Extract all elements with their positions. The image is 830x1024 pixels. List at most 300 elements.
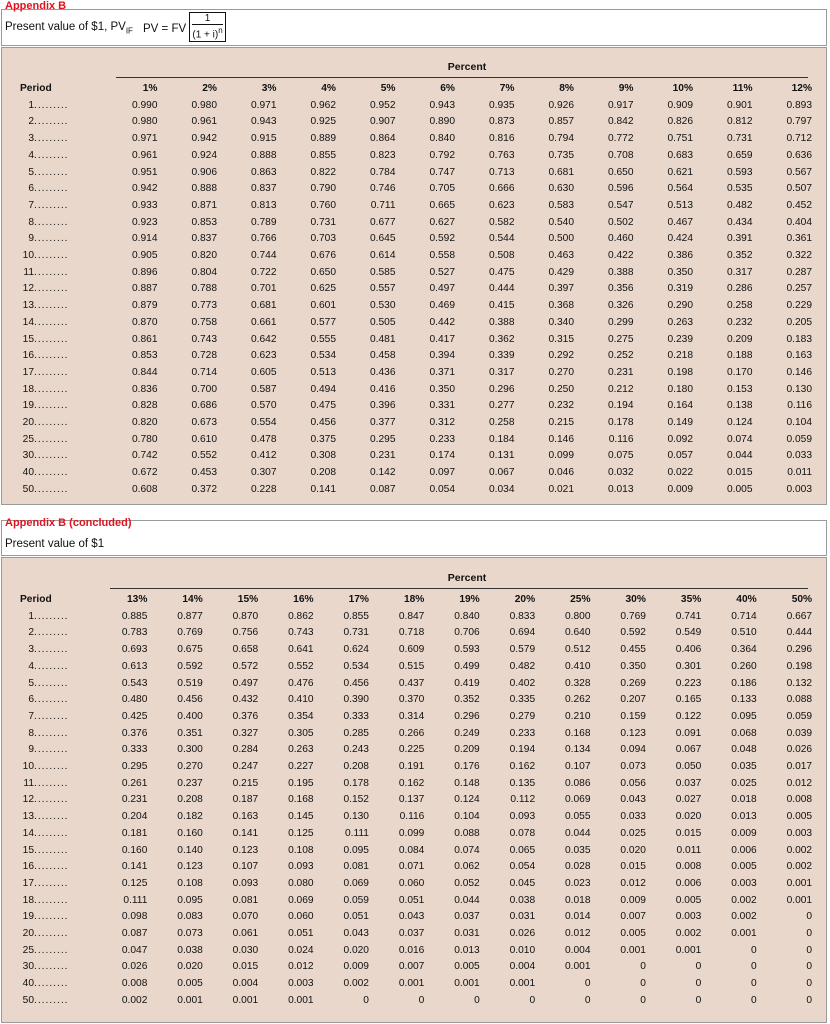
pv-value-cell: 0.322	[786, 250, 812, 262]
pv-value-cell: 0.011	[676, 844, 702, 856]
pv-value-cell: 0.067	[675, 744, 702, 756]
pv-value-cell: 0.008	[121, 978, 148, 990]
pv-value-cell: 0.497	[429, 283, 455, 295]
pv-value-cell: 0.270	[548, 366, 574, 378]
pv-value-cell: 0.923	[132, 216, 158, 228]
percent-header: Percent	[447, 61, 487, 73]
period-value: 16	[22, 350, 34, 362]
pv-value-cell: 0.416	[370, 383, 396, 395]
pv-value-cell: 0.002	[343, 978, 369, 990]
pv-value-cell: 0.007	[620, 911, 646, 923]
pv-value-cell: 0.043	[343, 928, 369, 940]
period-cell	[20, 709, 92, 726]
pv-value-cell: 0.534	[310, 350, 336, 362]
leader-dots: .........	[34, 433, 69, 445]
pv-value-cell: 0.208	[343, 761, 369, 773]
pv-value-cell: 0.333	[121, 744, 148, 756]
pv-value-cell: 0.873	[489, 116, 515, 128]
pv-value-cell: 0.350	[429, 383, 455, 395]
pv-value-cell: 0.863	[251, 166, 277, 178]
pv-value-cell: 0.002	[731, 911, 757, 923]
pv-value-cell: 0.178	[608, 417, 634, 429]
pv-value-cell: 0.231	[121, 794, 148, 806]
rate-column-header: 12%	[791, 83, 812, 94]
period-value: 5	[28, 677, 34, 689]
pv-value-cell: 0.915	[251, 133, 277, 145]
pv-value-cell: 0.499	[454, 660, 480, 672]
pv-value-cell: 0.527	[429, 266, 455, 278]
pv-value-cell: 0.813	[251, 199, 277, 211]
pv-value-cell: 0.249	[454, 727, 480, 739]
pv-value-cell: 0.081	[343, 861, 369, 873]
pv-value-cell: 0.018	[731, 794, 757, 806]
period-cell	[20, 365, 98, 382]
pv-value-cell: 0.706	[454, 627, 480, 639]
pv-value-cell: 0.906	[191, 166, 217, 178]
pv-value-cell: 0.231	[608, 366, 634, 378]
period-value: 2	[28, 116, 34, 128]
pv-value-cell: 0.760	[310, 199, 336, 211]
pv-value-cell: 0.123	[177, 861, 203, 873]
pv-value-cell: 0.188	[727, 350, 753, 362]
pv-value-cell: 0.252	[608, 350, 634, 362]
pv-value-cell: 0.962	[310, 99, 336, 111]
pv-value-cell: 0.317	[489, 366, 515, 378]
pv-value-cell: 0.763	[489, 149, 515, 161]
period-column-header: Period	[20, 594, 52, 605]
pv-value-cell: 0.043	[620, 794, 646, 806]
pv-value-cell: 0.751	[667, 133, 693, 145]
pv-value-cell: 0.816	[489, 133, 515, 145]
pv-value-cell: 0.122	[675, 710, 702, 722]
table-row	[20, 959, 812, 976]
pv-value-cell: 0.107	[565, 761, 591, 773]
pv-value-cell: 0	[806, 944, 813, 956]
pv-value-cell: 0.789	[251, 216, 277, 228]
pv-value-cell: 0.002	[786, 844, 813, 856]
appendix-b-concluded-table-panel	[1, 557, 827, 1023]
pv-value-cell: 0.165	[675, 694, 702, 706]
pv-value-cell: 0	[640, 994, 646, 1006]
pv-value-cell: 0.233	[509, 727, 536, 739]
pv-value-cell: 0.237	[177, 777, 203, 789]
pv-value-cell: 0.020	[620, 844, 646, 856]
period-value: 30	[22, 450, 34, 462]
pv-value-cell: 0.023	[565, 877, 591, 889]
pv-value-cell: 0.231	[370, 450, 396, 462]
pv-value-cell: 0.116	[399, 811, 425, 823]
leader-dots: .........	[34, 300, 69, 312]
period-value: 4	[28, 660, 34, 672]
pv-value-cell: 0.116	[787, 400, 812, 412]
pv-value-cell: 0.640	[565, 627, 591, 639]
pv-value-cell: 0.044	[565, 827, 591, 839]
pv-value-cell: 0.593	[454, 644, 480, 656]
pv-value-cell: 0.098	[121, 911, 148, 923]
period-cell	[20, 625, 92, 642]
pv-value-cell: 0.585	[370, 266, 396, 278]
pv-value-cell: 0.047	[121, 944, 148, 956]
pv-value-cell: 0.862	[288, 610, 314, 622]
pv-value-cell: 0.215	[548, 417, 574, 429]
pv-value-cell: 0.731	[310, 216, 336, 228]
period-value: 7	[28, 710, 34, 722]
leader-dots: .........	[34, 660, 69, 672]
rate-column-header: 9%	[618, 83, 634, 94]
table-row	[20, 198, 812, 215]
leader-dots: .........	[34, 894, 69, 906]
pv-value-cell: 0.412	[251, 450, 277, 462]
pv-value-cell: 0.025	[731, 777, 757, 789]
pv-value-cell: 0.712	[786, 133, 812, 145]
pv-value-cell: 0.033	[620, 811, 646, 823]
pv-value-cell: 0.952	[370, 99, 396, 111]
period-cell	[20, 893, 92, 910]
pv-value-cell: 0.388	[489, 316, 515, 328]
pv-value-cell: 0.711	[370, 199, 396, 211]
pv-value-cell: 0.746	[370, 183, 396, 195]
pv-table-top	[20, 81, 812, 499]
pv-value-cell: 0.572	[232, 660, 259, 672]
pv-value-cell: 0.837	[251, 183, 277, 195]
leader-dots: .........	[34, 961, 69, 973]
pv-value-cell: 0.951	[132, 166, 158, 178]
pv-value-cell: 0.037	[398, 928, 425, 940]
pv-value-cell: 0.005	[727, 483, 753, 495]
pv-value-cell: 0.534	[343, 660, 369, 672]
pv-value-cell: 0.362	[489, 333, 515, 345]
pv-value-cell: 0.971	[132, 133, 158, 145]
table-row	[20, 265, 812, 282]
pv-value-cell: 0.743	[288, 627, 314, 639]
pv-value-cell: 0.069	[288, 894, 314, 906]
pv-value-cell: 0.772	[608, 133, 634, 145]
pv-value-cell: 0.907	[370, 116, 396, 128]
pv-value-cell: 0.535	[727, 183, 753, 195]
pv-value-cell: 0.356	[608, 283, 634, 295]
period-value: 40	[22, 467, 34, 479]
rate-column-header: 30%	[625, 594, 646, 605]
pv-value-cell: 0.209	[727, 333, 753, 345]
pv-value-cell: 0.112	[510, 794, 536, 806]
pv-value-cell: 0	[474, 994, 480, 1006]
pv-value-cell: 0.279	[509, 710, 536, 722]
pv-value-cell: 0.013	[608, 483, 634, 495]
table-row	[20, 709, 812, 726]
pv-value-cell: 0.792	[429, 149, 455, 161]
pv-value-cell: 0.990	[132, 99, 158, 111]
period-cell	[20, 131, 98, 148]
table-row	[20, 365, 812, 382]
pv-value-cell: 0.508	[489, 250, 515, 262]
period-cell	[20, 943, 92, 960]
pv-value-cell: 0.681	[251, 300, 277, 312]
pv-value-cell: 0.191	[398, 761, 425, 773]
pv-value-cell: 0.013	[454, 944, 480, 956]
appendix-b-concluded-section	[1, 517, 827, 1024]
pv-value-cell: 0.452	[786, 199, 812, 211]
pv-value-cell: 0.943	[251, 116, 277, 128]
pv-value-cell: 0.232	[727, 316, 753, 328]
period-cell	[20, 98, 98, 115]
pv-value-cell: 0.766	[251, 233, 277, 245]
pv-value-cell: 0.015	[620, 861, 646, 873]
pv-value-cell: 0.020	[343, 944, 369, 956]
pv-value-cell: 0.008	[675, 861, 702, 873]
pv-value-cell: 0.467	[667, 216, 693, 228]
period-value: 14	[22, 316, 34, 328]
appendix-b-concluded-title: Appendix B (concluded)	[5, 517, 132, 529]
pv-value-cell: 0.425	[121, 710, 148, 722]
pv-value-cell: 0.052	[454, 877, 480, 889]
pv-value-cell: 0.419	[454, 677, 480, 689]
pv-value-cell: 0.032	[608, 467, 634, 479]
leader-dots: .........	[34, 483, 69, 495]
pv-value-cell: 0.926	[548, 99, 574, 111]
pv-value-cell: 0.005	[177, 978, 203, 990]
pv-value-cell: 0.820	[132, 417, 158, 429]
pv-value-cell: 0.896	[132, 266, 158, 278]
pv-value-cell: 0.870	[232, 610, 259, 622]
period-value: 13	[22, 811, 34, 823]
pv-value-cell: 0.287	[786, 266, 812, 278]
pv-value-cell: 0.263	[288, 744, 314, 756]
table-row	[20, 792, 812, 809]
leader-dots: .........	[34, 777, 69, 789]
period-value: 10	[22, 250, 34, 262]
pv-value-cell: 0.554	[251, 417, 277, 429]
pv-value-cell: 0.558	[429, 250, 455, 262]
pv-value-cell: 0.093	[509, 811, 536, 823]
pv-value-cell: 0.555	[310, 333, 336, 345]
pv-value-cell: 0.286	[727, 283, 753, 295]
pv-value-cell: 0.091	[675, 727, 702, 739]
pv-value-cell: 0.788	[191, 283, 217, 295]
pv-value-cell: 0.043	[398, 911, 425, 923]
pv-value-cell: 0.980	[132, 116, 158, 128]
period-cell	[20, 332, 98, 349]
pv-value-cell: 0.605	[251, 366, 277, 378]
table-row	[20, 298, 812, 315]
pv-value-cell: 0.001	[177, 994, 203, 1006]
pv-value-cell: 0.284	[232, 744, 259, 756]
table-row	[20, 231, 812, 248]
pv-value-cell: 0.176	[454, 761, 480, 773]
period-cell	[20, 482, 98, 499]
pv-value-cell: 0.095	[343, 844, 369, 856]
pv-value-cell: 0.552	[191, 450, 217, 462]
pv-value-cell: 0.327	[232, 727, 259, 739]
pv-value-cell: 0.001	[731, 928, 757, 940]
leader-dots: .........	[34, 199, 69, 211]
pv-value-cell: 0.335	[509, 694, 536, 706]
pv-value-cell: 0.371	[429, 366, 455, 378]
leader-dots: .........	[34, 149, 69, 161]
period-value: 17	[22, 366, 34, 378]
pv-value-cell: 0.645	[370, 233, 396, 245]
pv-value-cell: 0.844	[132, 366, 158, 378]
pv-value-cell: 0.146	[786, 366, 812, 378]
pv-value-cell: 0.086	[565, 777, 591, 789]
pv-value-cell: 0.145	[288, 811, 314, 823]
period-value: 19	[22, 911, 34, 923]
pv-value-cell: 0.391	[727, 233, 753, 245]
pv-value-cell: 0.016	[398, 944, 425, 956]
period-cell	[20, 165, 98, 182]
pv-value-cell: 0.111	[123, 894, 148, 906]
pv-value-cell: 0.006	[731, 844, 757, 856]
pv-value-cell: 0.005	[454, 961, 480, 973]
pv-value-cell: 0.390	[343, 694, 369, 706]
pv-value-cell: 0.198	[786, 660, 813, 672]
period-value: 8	[28, 216, 34, 228]
pv-value-cell: 0.351	[177, 727, 203, 739]
leader-dots: .........	[34, 677, 69, 689]
pv-value-cell: 0.001	[565, 961, 591, 973]
pv-value-cell: 0.135	[509, 777, 536, 789]
pv-value-cell: 0.741	[675, 610, 702, 622]
pv-value-cell: 0.636	[786, 149, 812, 161]
rate-column-header: 16%	[293, 594, 314, 605]
period-cell	[20, 776, 92, 793]
pv-value-cell: 0.059	[786, 433, 812, 445]
pv-value-cell: 0.004	[565, 944, 591, 956]
table-row	[20, 943, 812, 960]
leader-dots: .........	[34, 877, 69, 889]
pv-value-cell: 0.095	[731, 710, 757, 722]
pv-value-cell: 0.153	[727, 383, 753, 395]
pv-value-cell: 0.826	[667, 116, 693, 128]
table-row	[20, 625, 812, 642]
pv-value-cell: 0.582	[489, 216, 515, 228]
pv-value-cell: 0.051	[288, 928, 314, 940]
percent-header: Percent	[447, 572, 487, 584]
table-row	[20, 876, 812, 893]
pv-value-cell: 0.475	[310, 400, 336, 412]
table-row	[20, 759, 812, 776]
pv-value-cell: 0.031	[509, 911, 536, 923]
pv-value-cell: 0.396	[370, 400, 396, 412]
pv-value-cell: 0.055	[565, 811, 591, 823]
pv-value-cell: 0.125	[288, 827, 314, 839]
pv-value-cell: 0	[695, 994, 702, 1006]
pv-value-cell: 0.500	[548, 233, 574, 245]
pv-value-cell: 0.659	[727, 149, 753, 161]
pv-value-cell: 0.319	[667, 283, 693, 295]
pv-value-cell: 0.836	[132, 383, 158, 395]
pv-value-cell: 0.855	[343, 610, 369, 622]
pv-value-cell: 0.054	[509, 861, 536, 873]
leader-dots: .........	[34, 250, 69, 262]
period-cell	[20, 114, 98, 131]
rate-column-header: 18%	[403, 594, 425, 605]
pv-value-cell: 0.667	[786, 610, 813, 622]
pv-value-cell: 0.038	[177, 944, 203, 956]
period-cell	[20, 843, 92, 860]
pv-value-cell: 0.132	[786, 677, 813, 689]
pv-value-cell: 0.630	[548, 183, 574, 195]
pv-value-cell: 0.137	[398, 794, 425, 806]
pv-value-cell: 0.482	[727, 199, 753, 211]
pv-value-cell: 0.010	[509, 944, 536, 956]
pv-value-cell: 0.455	[620, 644, 646, 656]
rate-column-header: 17%	[348, 594, 369, 605]
leader-dots: .........	[34, 133, 69, 145]
pv-value-cell: 0.713	[489, 166, 515, 178]
period-value: 30	[22, 961, 34, 973]
pv-value-cell: 0.227	[288, 761, 314, 773]
period-cell	[20, 659, 92, 676]
pv-value-cell: 0.305	[288, 727, 314, 739]
pv-value-cell: 0.164	[667, 400, 693, 412]
rate-column-header: 6%	[440, 83, 455, 94]
pv-value-cell: 0.097	[429, 467, 455, 479]
pv-value-cell: 0.003	[786, 483, 812, 495]
pv-value-cell: 0.673	[191, 417, 217, 429]
pv-value-cell: 0.299	[608, 316, 634, 328]
pv-value-cell: 0.823	[370, 149, 396, 161]
period-cell	[20, 231, 98, 248]
pv-value-cell: 0.104	[786, 417, 812, 429]
pv-value-cell: 0.205	[786, 316, 812, 328]
rate-column-header: 19%	[459, 594, 480, 605]
pv-value-cell: 0.714	[731, 610, 757, 622]
pv-value-cell: 0.263	[667, 316, 693, 328]
pv-value-cell: 0.842	[608, 116, 634, 128]
leader-dots: .........	[34, 467, 69, 479]
period-cell	[20, 382, 98, 399]
pv-value-cell: 0.163	[786, 350, 812, 362]
pv-value-cell: 0.458	[370, 350, 396, 362]
period-value: 1	[28, 99, 34, 111]
pv-value-cell: 0.133	[731, 694, 757, 706]
pv-value-cell: 0.890	[429, 116, 455, 128]
pv-value-cell: 0.008	[786, 794, 813, 806]
period-value: 17	[22, 877, 34, 889]
period-cell	[20, 809, 92, 826]
pv-value-cell: 0.742	[132, 450, 158, 462]
pv-value-cell: 0.747	[429, 166, 455, 178]
pv-value-cell: 0.208	[310, 467, 336, 479]
pv-value-cell: 0.002	[675, 928, 702, 940]
pv-value-cell: 0	[806, 978, 813, 990]
pv-value-cell: 0.394	[429, 350, 455, 362]
leader-dots: .........	[34, 827, 69, 839]
pv-value-cell: 0.797	[786, 116, 812, 128]
pv-value-cell: 0.141	[232, 827, 259, 839]
pv-value-cell: 0.046	[548, 467, 574, 479]
pv-value-cell: 0.258	[727, 300, 753, 312]
leader-dots: .........	[34, 383, 69, 395]
pv-value-cell: 0.044	[454, 894, 480, 906]
pv-value-cell: 0.417	[429, 333, 455, 345]
pv-value-cell: 0.513	[667, 199, 693, 211]
table-row	[20, 642, 812, 659]
pv-value-cell: 0.001	[509, 978, 536, 990]
pv-value-cell: 0.608	[132, 483, 158, 495]
pv-value-cell: 0.888	[191, 183, 217, 195]
pv-value-cell: 0.015	[675, 827, 702, 839]
pv-value-cell: 0.184	[489, 433, 515, 445]
pv-value-cell: 0.971	[251, 99, 277, 111]
pv-value-cell: 0.204	[121, 811, 148, 823]
pv-value-cell: 0.453	[191, 467, 217, 479]
pv-value-cell: 0.352	[727, 250, 753, 262]
pv-value-cell: 0.170	[727, 366, 753, 378]
pv-value-cell: 0.065	[509, 844, 536, 856]
pv-value-cell: 0.758	[191, 316, 217, 328]
pv-value-cell: 0.009	[667, 483, 693, 495]
